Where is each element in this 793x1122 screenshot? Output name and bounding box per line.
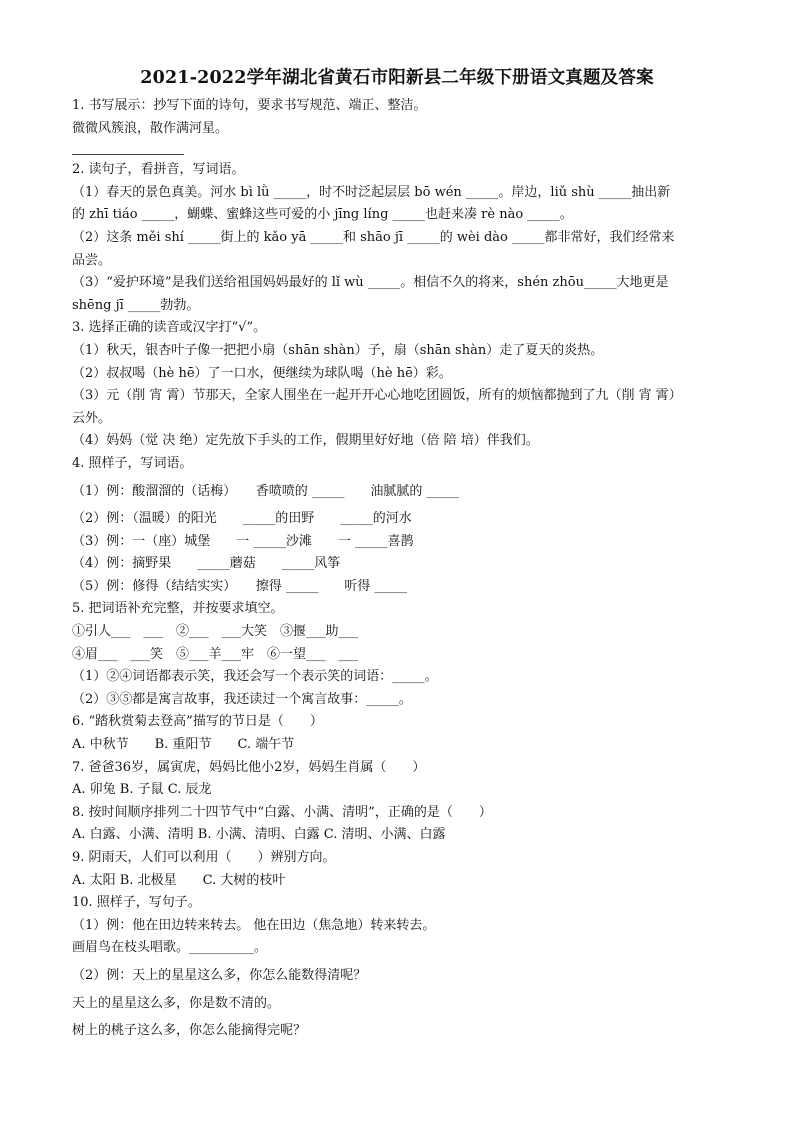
- question-4: 4. 照样子，写词语。: [72, 455, 193, 471]
- question-3-part-1: （1）秋天，银杏叶子像一把把小扇（shān shàn）子，扇（shān shàn）走了夏天的炎热。: [72, 342, 604, 358]
- question-2-part-2-cont: 品尝。: [72, 252, 112, 268]
- question-9-options: A. 太阳 B. 北极星 C. 大树的枝叶: [72, 872, 286, 888]
- question-2-part-1: （1）春天的景色真美。河水 bì lǜ _____，时不时泛起层层 bō wén _____。岸边，liǔ shù _____抽出新: [72, 184, 671, 200]
- question-8: 8. 按时间顺序排列二十四节气中“白露、小满、清明”，正确的是（ ）: [72, 804, 492, 820]
- document-page: [72, 64, 722, 1043]
- question-5: 5. 把词语补充完整，并按要求填空。: [72, 601, 284, 617]
- question-6-options: A. 中秋节 B. 重阳节 C. 端午节: [72, 737, 295, 753]
- question-9: 9. 阴雨天，人们可以利用（ ）辨别方向。: [72, 850, 336, 865]
- question-10-part-2-example: 天上的星星这么多，你是数不清的。: [72, 995, 281, 1011]
- poem-line: 微微风簇浪，散作满河星。: [72, 120, 229, 136]
- question-2-part-2: （2）这条 měi shí _____街上的 kǎo yā _____和 shāo jī _____的 wèi dào _____都非常好，我们经常来: [72, 229, 675, 245]
- question-3: 3. 选择正确的读音或汉字打“√”。: [72, 320, 267, 336]
- question-10: 10. 照样子，写句子。: [72, 895, 201, 911]
- question-10-part-1-task: 画眉鸟在枝头唱歌。__________。: [72, 940, 268, 956]
- question-5-row-a: ①引人___ ___ ②___ ___大笑 ③揠___助___: [72, 624, 359, 640]
- question-4-part-3: （3）例：一（座）城堡 一 _____沙滩 一 _____喜鹊: [72, 533, 414, 549]
- question-5-part-1: （1）②④词语都表示笑，我还会写一个表示笑的词语：_____。: [72, 669, 438, 685]
- question-3-part-2: （2）叔叔喝（hè hē）了一口水，便继续为球队喝（hè hē）彩。: [72, 365, 452, 381]
- question-2-part-3-cont: shēng jī _____勃勃。: [72, 297, 200, 313]
- question-3-part-3: （3）元（削 宵 霄）节那天，全家人围坐在一起开开心心地吃团圆饭，所有的烦恼都抛到了九（削 宵 霄）: [72, 388, 682, 404]
- document-title: 2021-2022学年湖北省黄石市阳新县二年级下册语文真题及答案: [140, 68, 654, 88]
- question-3-part-3-cont: 云外。: [72, 410, 112, 426]
- question-10-part-1: （1）例：他在田边转来转去。 他在田边（焦急地）转来转去。: [72, 917, 436, 933]
- question-10-part-2-task: 树上的桃子这么多，你怎么能摘得完呢？: [72, 1023, 307, 1039]
- question-4-part-1: （1）例：酸溜溜的（话梅） 香喷喷的 _____ 油腻腻的 _____: [72, 483, 460, 499]
- question-2-part-3: （3）“爱护环境”是我们送给祖国妈妈最好的 lǐ wù _____。相信不久的将来，shén zhōu_____大地更是: [72, 275, 669, 291]
- question-1: 1. 书写展示：抄写下面的诗句，要求书写规范、端正、整洁。: [72, 98, 427, 113]
- question-4-part-5: （5）例：修得（结结实实） 擦得 _____ 听得 _____: [72, 578, 408, 594]
- question-2-part-1-cont: 的 zhī tiáo _____，蝴蝶、蜜蜂这些可爱的小 jīng líng _____也赶来凑 rè nào _____。: [72, 207, 573, 223]
- question-2: 2. 读句子，看拼音，写词语。: [72, 162, 245, 178]
- question-7: 7. 爸爸36岁，属寅虎，妈妈比他小2岁，妈妈生肖属（ ）: [72, 759, 426, 775]
- question-7-options: A. 卯兔 B. 子鼠 C. 辰龙: [72, 782, 212, 798]
- question-10-part-2: （2）例：天上的星星这么多，你怎么能数得清呢？: [72, 967, 367, 983]
- question-5-row-b: ④眉___ ___笑 ⑤___羊___牢 ⑥一望___ ___: [72, 646, 359, 662]
- writing-blank-line: [72, 140, 184, 155]
- question-3-part-4: （4）妈妈（觉 决 绝）定先放下手头的工作，假期里好好地（倍 陪 培）伴我们。: [72, 433, 539, 449]
- question-4-part-2: （2）例：（温暖）的阳光 _____的田野 _____的河水: [72, 511, 412, 527]
- question-8-options: A. 白露、小满、清明 B. 小满、清明、白露 C. 清明、小满、白露: [72, 827, 446, 843]
- question-4-part-4: （4）例：摘野果 _____蘑菇 _____风筝: [72, 556, 341, 572]
- question-5-part-2: （2）③⑤都是寓言故事，我还读过一个寓言故事：_____。: [72, 691, 412, 707]
- question-6: 6. “踏秋赏菊去登高”描写的节日是（ ）: [72, 714, 323, 730]
